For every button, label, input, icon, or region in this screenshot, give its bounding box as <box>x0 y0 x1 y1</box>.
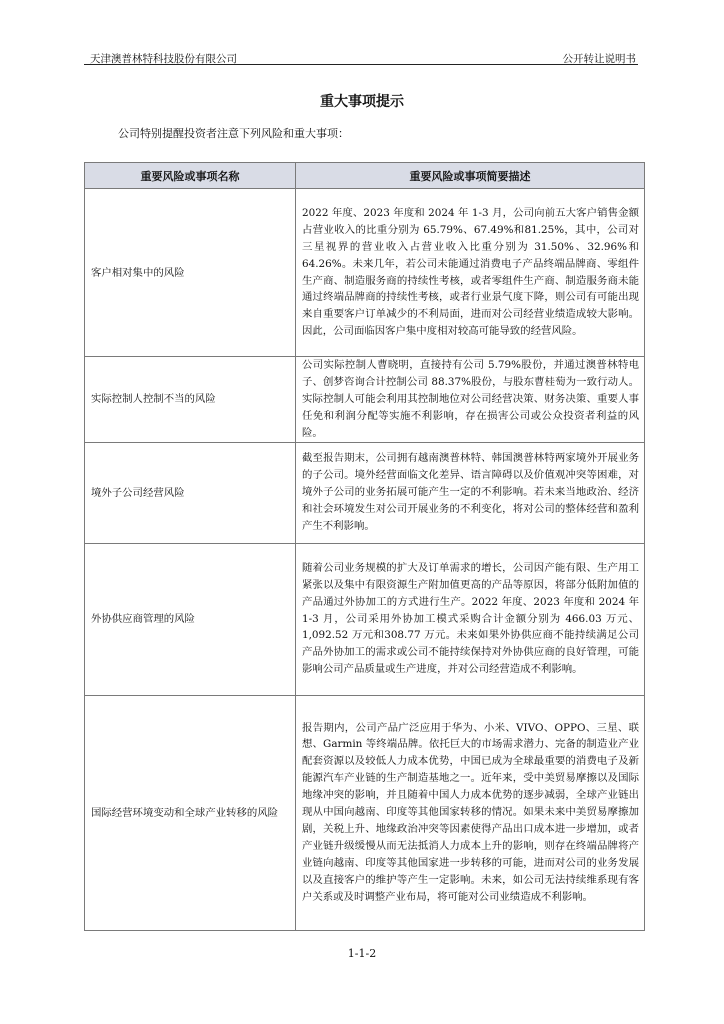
intro-text: 公司特别提醒投资者注意下列风险和重大事项： <box>118 127 349 140</box>
table-row <box>85 357 645 443</box>
risk-description: 随着公司业务规模的扩大及订单需求的增长，公司因产能有限、生产用工紧张以及集中有限资源生产附加值更高的产品等原因，将部分低附加值的产品通过外协加工的方式进行生产。2022 年度、2023 年度和 2024 年 1-3 月，公司采用外协加工模式采购合计金额分别为 466.03 万元、1,092.52 万元和308.77 万元。未来如果外协供应商不能持续满足公司产品外协加工的需求或公司不能持续保持对外协供应商的良好管理，可能影响公司产品质量或生产进度，并对公司经营造成不利影响。 <box>296 543 645 695</box>
risk-name: 境外子公司经营风险 <box>85 442 296 543</box>
table-row <box>85 543 645 695</box>
risk-name: 外协供应商管理的风险 <box>85 543 296 695</box>
header-company: 天津澳普林特科技股份有限公司 <box>90 53 237 65</box>
page-header <box>84 47 638 65</box>
risk-name: 实际控制人控制不当的风险 <box>85 357 296 443</box>
page-title: 重大事项提示 <box>320 94 404 110</box>
table-row <box>85 189 645 357</box>
column-header-name: 重要风险或事项名称 <box>85 163 296 189</box>
risk-description: 2022 年度、2023 年度和 2024 年 1-3 月，公司向前五大客户销售金额占营业收入的比重分别为 65.79%、67.49%和81.25%，其中，公司对三星视界的营业收入占营业收入比重分别为 31.50%、32.96%和 64.26%。未来几年，若公司未能通过消费电子产品终端品牌商、零组件生产商、制造服务商的持续性考核，或者零组件生产商、制造服务商未能通过终端品牌商的持续性考核，或者行业景气度下降，则公司有可能出现来自重要客户订单减少的不利局面，进而对公司经营业绩造成较大影响。因此，公司面临因客户集中度相对较高可能导致的经营风险。 <box>296 189 645 357</box>
table-header-row <box>85 163 645 189</box>
table-row <box>85 695 645 930</box>
risk-description: 截至报告期末，公司拥有越南澳普林特、韩国澳普林特两家境外开展业务的子公司。境外经营面临文化差异、语言障碍以及价值观冲突等困难，对境外子公司的业务拓展可能产生一定的不利影响。若未来当地政治、经济和社会环境发生对公司开展业务的不利变化，将对公司的整体经营和盈利产生不利影响。 <box>296 442 645 543</box>
column-header-desc: 重要风险或事项简要描述 <box>296 163 645 189</box>
header-divider <box>84 64 638 65</box>
risk-description: 报告期内，公司产品广泛应用于华为、小米、VIVO、OPPO、三星、联想、Garmin 等终端品牌。依托巨大的市场需求潜力、完备的制造业产业配套资源以及较低人力成本优势，中国已成为全球最重要的消费电子及新能源汽车产业链的生产制造基地之一。近年来，受中美贸易摩擦以及国际地缘冲突的影响，并且随着中国人力成本优势的逐步减弱，全球产业链出现从中国向越南、印度等其他国家转移的情况。如果未来中美贸易摩擦加剧，关税上升、地缘政治冲突等因素使得产品出口成本进一步增加，或者产业链升级缓慢从而无法抵消人力成本上升的影响，则存在终端品牌将产业链向越南、印度等其他国家进一步转移的可能，进而对公司的业务发展以及直接客户的维护等产生一定影响。未来，如公司无法持续维系现有客户关系或及时调整产业布局，将可能对公司业绩造成不利影响。 <box>296 695 645 930</box>
table-row <box>85 442 645 543</box>
page-number: 1-1-2 <box>347 947 377 960</box>
header-doc-type: 公开转让说明书 <box>562 53 636 65</box>
risk-table <box>84 162 645 931</box>
risk-name: 客户相对集中的风险 <box>85 189 296 357</box>
risk-name: 国际经营环境变动和全球产业转移的风险 <box>85 695 296 930</box>
risk-description: 公司实际控制人曹晓明，直接持有公司 5.79%股份，并通过澳普林特电子、创梦咨询合计控制公司 88.37%股份，与股东曹桂萄为一致行动人。实际控制人可能会利用其控制地位对公司经营决策、财务决策、重要人事任免和利润分配等实施不利影响，存在损害公司或公众投资者利益的风险。 <box>296 357 645 443</box>
